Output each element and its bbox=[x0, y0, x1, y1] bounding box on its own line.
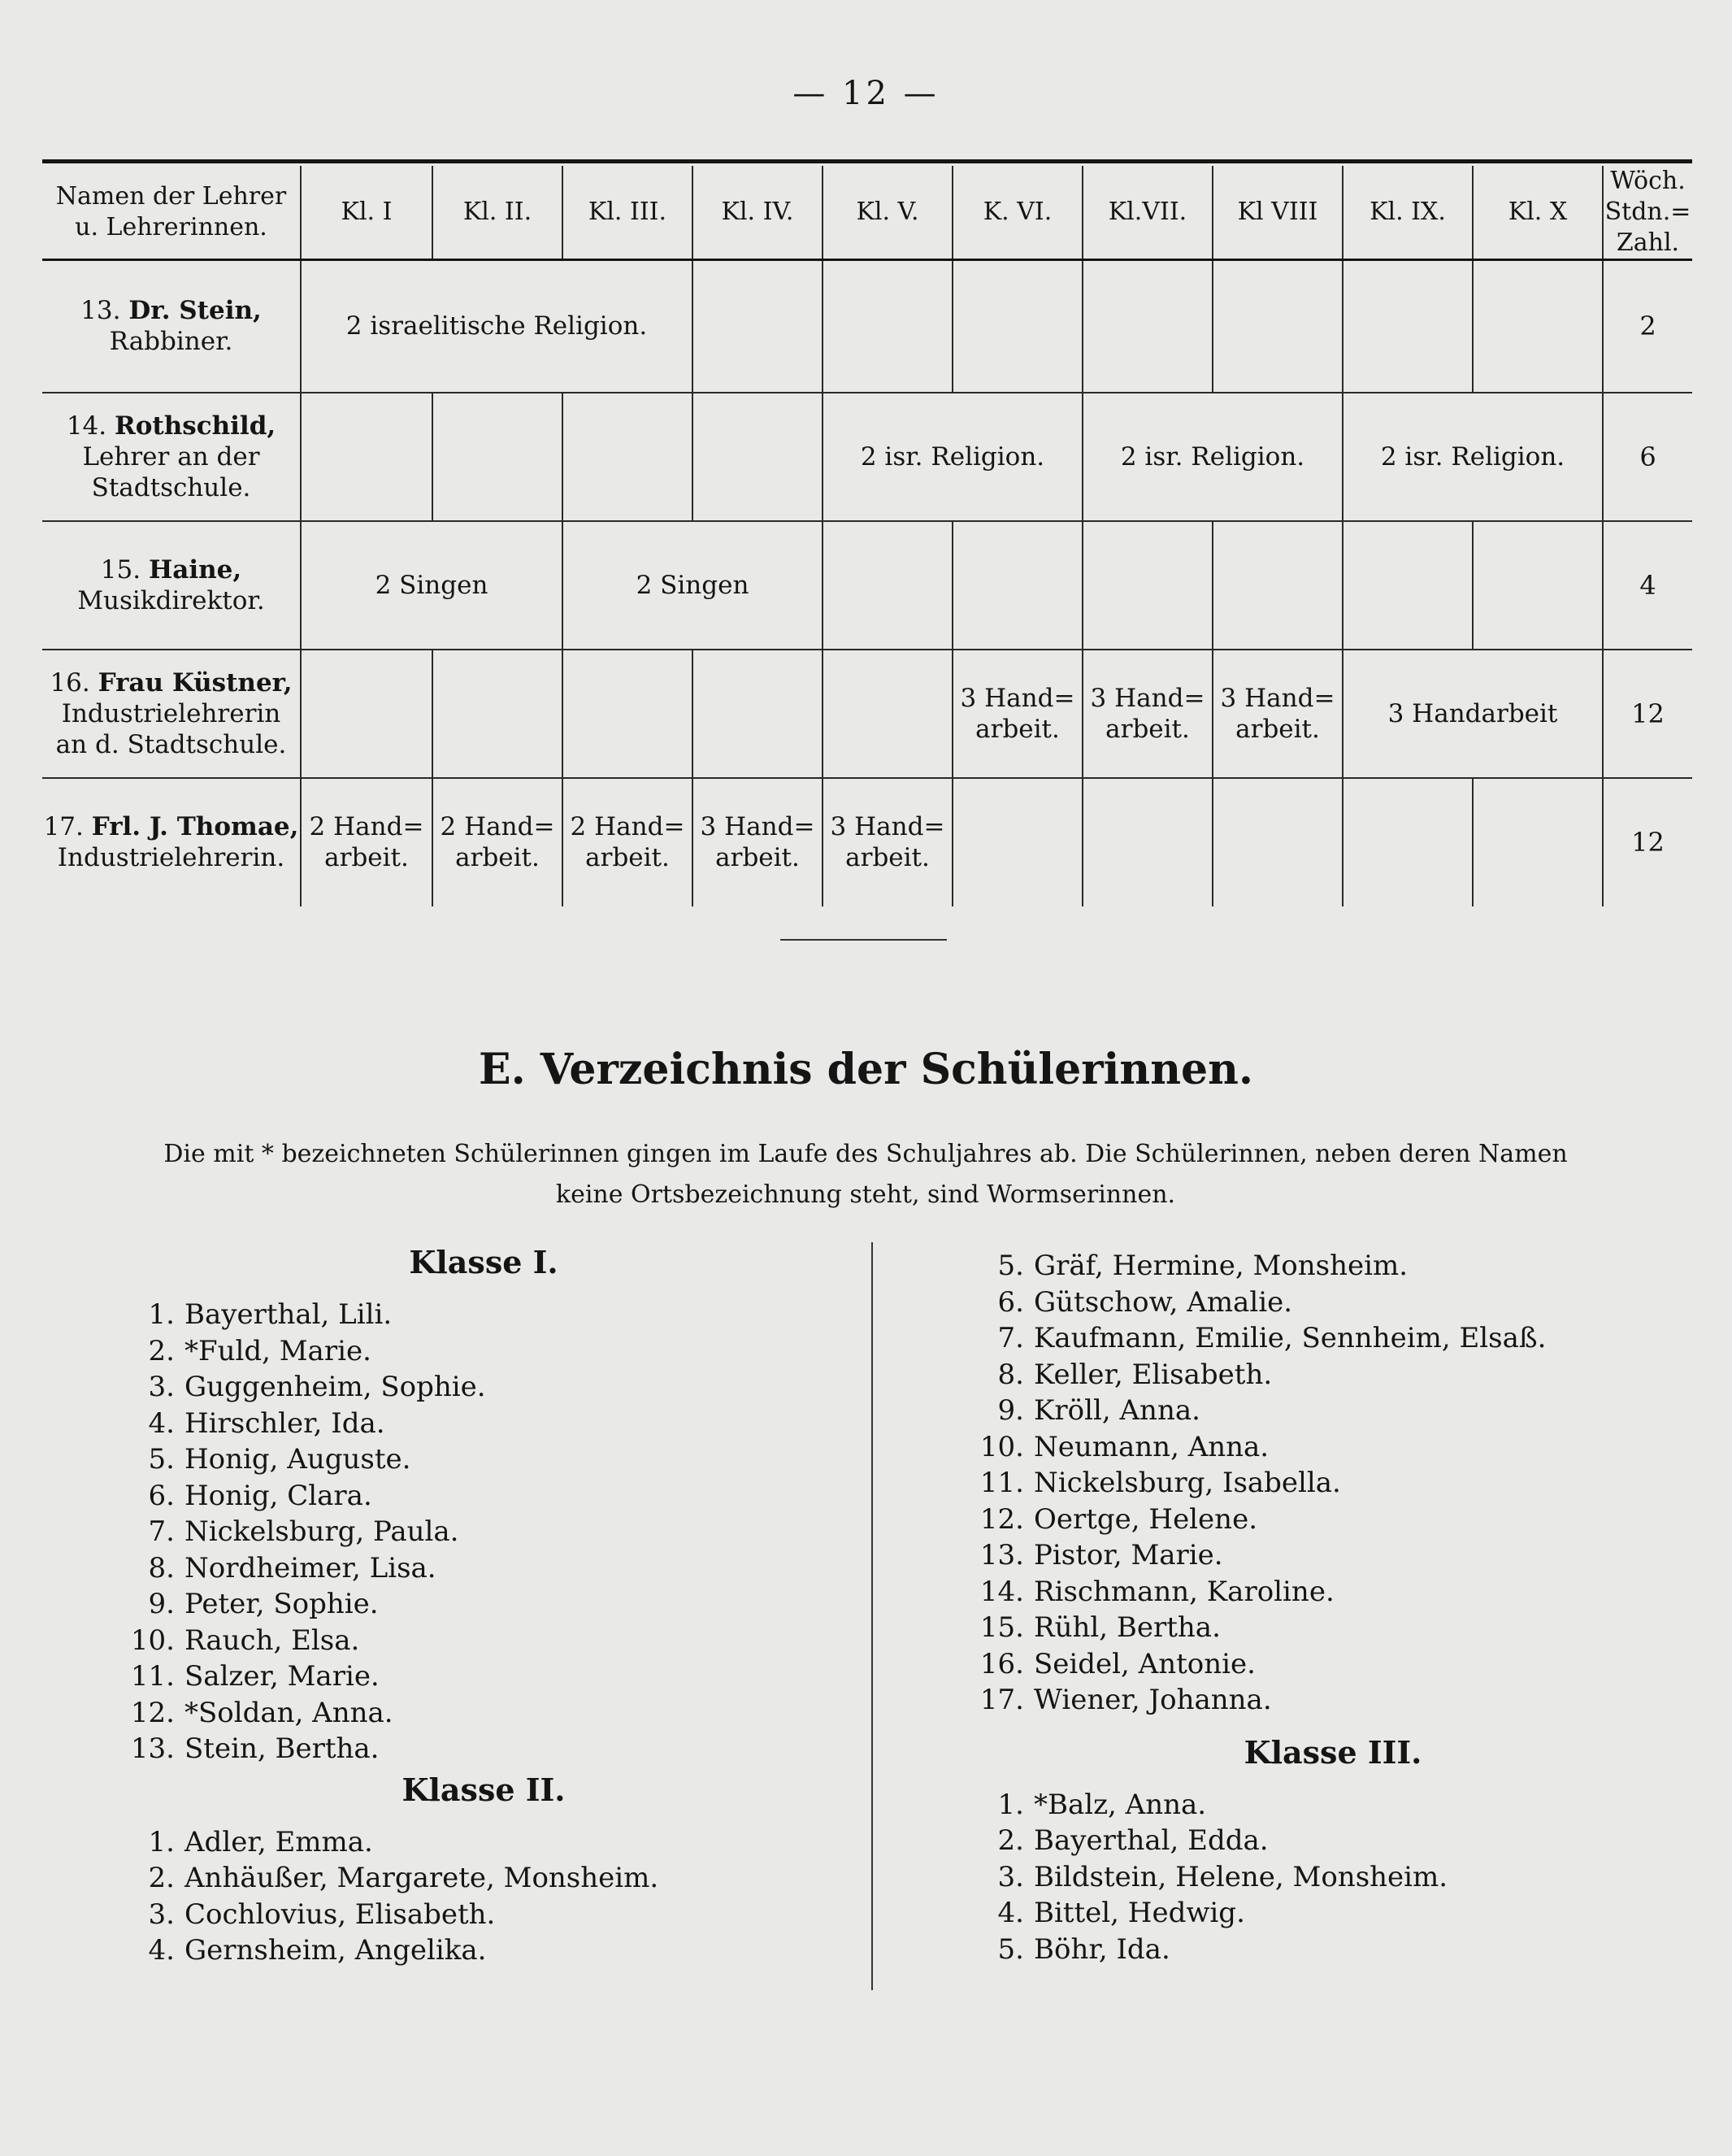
student-name: Adler, Emma. bbox=[184, 1825, 373, 1858]
header-kl-10: Kl. X bbox=[1473, 166, 1603, 260]
teacher-role: Rabbiner. bbox=[109, 327, 233, 357]
teacher-role: Industrielehrerin. bbox=[57, 843, 285, 872]
student-list-klasse-3 bbox=[967, 1787, 1699, 1968]
student-number: 2. bbox=[148, 1862, 175, 1895]
student-name: Anhäußer, Margarete, Monsheim. bbox=[184, 1862, 659, 1895]
list-item bbox=[118, 1478, 849, 1515]
student-name: Cochlovius, Elisabeth. bbox=[184, 1897, 496, 1931]
student-name: Nickelsburg, Paula. bbox=[184, 1515, 459, 1549]
student-number: 11. bbox=[130, 1660, 175, 1693]
student-name: Guggenheim, Sophie. bbox=[184, 1371, 486, 1404]
teacher-role: an d. Stadtschule. bbox=[55, 729, 287, 759]
weekly-hours: 12 bbox=[1603, 650, 1692, 778]
teacher-cell bbox=[42, 260, 301, 393]
header-kl-4: Kl. IV. bbox=[692, 166, 823, 260]
student-number: 5. bbox=[997, 1932, 1024, 1966]
schedule-entry: 3 Hand= arbeit. bbox=[953, 650, 1083, 778]
teacher-cell bbox=[42, 521, 301, 650]
list-item bbox=[118, 1731, 849, 1767]
schedule-entry: 2 isr. Religion. bbox=[823, 393, 1083, 521]
student-name: Keller, Elisabeth. bbox=[1034, 1358, 1273, 1391]
list-item bbox=[967, 1574, 1699, 1610]
student-number: 12. bbox=[130, 1696, 175, 1729]
schedule-entry: 3 Hand= arbeit. bbox=[1083, 650, 1213, 778]
intro-line: keine Ortsbezeichnung steht, sind Wormserinnen. bbox=[555, 1180, 1176, 1209]
student-number: 4. bbox=[997, 1897, 1024, 1930]
student-number: 7. bbox=[148, 1515, 175, 1549]
list-item bbox=[118, 1550, 849, 1587]
table-header-row bbox=[42, 166, 1692, 260]
list-item bbox=[967, 1682, 1699, 1719]
student-number: 9. bbox=[997, 1394, 1024, 1428]
student-name: Bayerthal, Lili. bbox=[184, 1298, 393, 1332]
student-number: 13. bbox=[130, 1732, 175, 1766]
page-number: — 12 — bbox=[792, 75, 940, 112]
header-teachers: Namen der Lehrer u. Lehrerinnen. bbox=[42, 166, 301, 260]
student-name: Seidel, Antonie. bbox=[1034, 1647, 1256, 1680]
student-number: 8. bbox=[997, 1358, 1024, 1391]
student-name: *Fuld, Marie. bbox=[184, 1334, 371, 1367]
header-kl-3: Kl. III. bbox=[562, 166, 692, 260]
student-number: 5. bbox=[997, 1250, 1024, 1283]
teacher-role: Stadtschule. bbox=[91, 472, 251, 502]
student-number: 12. bbox=[979, 1502, 1024, 1536]
teaching-schedule-table bbox=[42, 166, 1692, 906]
student-number: 7. bbox=[997, 1322, 1024, 1355]
student-number: 14. bbox=[979, 1575, 1024, 1608]
schedule-entry: 2 isr. Religion. bbox=[1083, 393, 1343, 521]
student-name: Gernsheim, Angelika. bbox=[184, 1934, 487, 1967]
student-number: 8. bbox=[148, 1551, 175, 1584]
teacher-name: Dr. Stein, bbox=[128, 296, 262, 326]
student-name: Gütschow, Amalie. bbox=[1034, 1285, 1293, 1319]
list-item bbox=[967, 1284, 1699, 1321]
student-name: Pistor, Marie. bbox=[1034, 1539, 1223, 1572]
list-item bbox=[118, 1406, 849, 1442]
student-name: Peter, Sophie. bbox=[184, 1588, 379, 1621]
table-top-rule bbox=[42, 159, 1692, 163]
list-item bbox=[967, 1248, 1699, 1284]
student-number: 6. bbox=[148, 1479, 175, 1512]
table-row bbox=[42, 260, 1692, 393]
schedule-entry: 2 Singen bbox=[562, 521, 823, 650]
student-number: 9. bbox=[148, 1588, 175, 1621]
list-item bbox=[967, 1859, 1699, 1896]
student-name: *Soldan, Anna. bbox=[184, 1696, 393, 1729]
class-heading: Klasse I. bbox=[409, 1244, 558, 1280]
list-item bbox=[967, 1932, 1699, 1968]
student-number: 13. bbox=[979, 1539, 1024, 1572]
student-name: Wiener, Johanna. bbox=[1034, 1684, 1272, 1717]
class-heading: Klasse III. bbox=[1244, 1733, 1422, 1771]
row-number: 17. bbox=[43, 812, 84, 841]
student-name: Gräf, Hermine, Monsheim. bbox=[1034, 1250, 1409, 1283]
list-item bbox=[118, 1586, 849, 1623]
student-number: 6. bbox=[997, 1285, 1024, 1319]
list-item bbox=[118, 1441, 849, 1478]
schedule-entry: 2 Hand= arbeit. bbox=[432, 778, 562, 906]
student-list-klasse-2 bbox=[118, 1824, 849, 1969]
student-list-klasse-2-continued bbox=[967, 1248, 1699, 1719]
intro-line: Die mit * bezeichneten Schülerinnen gingen im Laufe des Schuljahres ab. Die Schülerinnen, neben deren Namen bbox=[163, 1140, 1568, 1168]
student-column-left bbox=[118, 1240, 849, 1969]
row-number: 16. bbox=[50, 667, 90, 698]
teacher-role: Musikdirektor. bbox=[77, 585, 265, 615]
section-divider bbox=[780, 939, 947, 941]
schedule-entry: 2 israelitische Religion. bbox=[301, 260, 692, 393]
student-number: 2. bbox=[148, 1334, 175, 1367]
header-kl-6: K. VI. bbox=[953, 166, 1083, 260]
header-kl-9: Kl. IX. bbox=[1343, 166, 1473, 260]
student-number: 1. bbox=[148, 1825, 175, 1858]
list-item bbox=[967, 1502, 1699, 1538]
student-number: 4. bbox=[148, 1934, 175, 1967]
list-item bbox=[967, 1895, 1699, 1932]
weekly-hours: 6 bbox=[1603, 393, 1692, 521]
header-kl-8: Kl VIII bbox=[1213, 166, 1343, 260]
list-item bbox=[118, 1932, 849, 1969]
student-name: Bildstein, Helene, Monsheim. bbox=[1034, 1860, 1448, 1893]
student-name: Kaufmann, Emilie, Sennheim, Elsaß. bbox=[1034, 1322, 1547, 1355]
header-kl-5: Kl. V. bbox=[823, 166, 953, 260]
student-name: Honig, Auguste. bbox=[184, 1443, 411, 1476]
list-item bbox=[118, 1658, 849, 1695]
list-item bbox=[967, 1429, 1699, 1466]
schedule-entry: 3 Hand= arbeit. bbox=[1213, 650, 1343, 778]
weekly-hours: 12 bbox=[1603, 778, 1692, 906]
student-number: 3. bbox=[148, 1897, 175, 1931]
student-name: Rühl, Bertha. bbox=[1034, 1611, 1221, 1645]
row-number: 14. bbox=[66, 411, 107, 441]
list-item bbox=[118, 1824, 849, 1861]
schedule-entry: 3 Hand= arbeit. bbox=[692, 778, 823, 906]
class-heading: Klasse II. bbox=[402, 1771, 566, 1808]
list-item bbox=[118, 1623, 849, 1659]
schedule-entry: 2 Hand= arbeit. bbox=[301, 778, 432, 906]
list-item bbox=[967, 1465, 1699, 1502]
section-intro bbox=[122, 1134, 1609, 1215]
student-name: Kröll, Anna. bbox=[1034, 1394, 1200, 1428]
student-name: Hirschler, Ida. bbox=[184, 1406, 385, 1440]
student-number: 15. bbox=[979, 1611, 1024, 1645]
student-number: 1. bbox=[997, 1788, 1024, 1821]
student-number: 17. bbox=[979, 1684, 1024, 1717]
list-item bbox=[118, 1860, 849, 1897]
student-number: 1. bbox=[148, 1298, 175, 1332]
student-number: 2. bbox=[997, 1824, 1024, 1858]
list-item bbox=[118, 1897, 849, 1933]
student-column-right bbox=[967, 1248, 1699, 1967]
student-number: 16. bbox=[979, 1647, 1024, 1680]
student-name: Nickelsburg, Isabella. bbox=[1034, 1467, 1341, 1500]
teacher-cell bbox=[42, 650, 301, 778]
student-name: Böhr, Ida. bbox=[1034, 1932, 1170, 1966]
schedule-entry: 3 Handarbeit bbox=[1343, 650, 1603, 778]
teacher-role: Lehrer an der bbox=[82, 441, 260, 472]
list-item bbox=[118, 1695, 849, 1732]
teacher-role: Industrielehrerin bbox=[61, 698, 281, 728]
list-item bbox=[967, 1610, 1699, 1646]
header-kl-2: Kl. II. bbox=[432, 166, 562, 260]
weekly-hours: 2 bbox=[1603, 260, 1692, 393]
table-row bbox=[42, 521, 1692, 650]
list-item bbox=[118, 1514, 849, 1550]
student-name: Salzer, Marie. bbox=[184, 1660, 380, 1693]
column-divider bbox=[871, 1242, 873, 1990]
teacher-cell bbox=[42, 778, 301, 906]
student-name: Nordheimer, Lisa. bbox=[184, 1551, 436, 1584]
student-number: 10. bbox=[130, 1624, 175, 1657]
teacher-cell bbox=[42, 393, 301, 521]
student-number: 3. bbox=[148, 1371, 175, 1404]
student-number: 5. bbox=[148, 1443, 175, 1476]
header-weekly-hours: Wöch. Stdn.= Zahl. bbox=[1603, 166, 1692, 260]
teacher-name: Frl. J. Thomae, bbox=[91, 812, 299, 841]
table-row bbox=[42, 650, 1692, 778]
row-number: 15. bbox=[100, 554, 141, 585]
teacher-name: Haine, bbox=[148, 554, 242, 585]
list-item bbox=[967, 1393, 1699, 1429]
schedule-entry: 2 Hand= arbeit. bbox=[562, 778, 692, 906]
schedule-entry: 2 isr. Religion. bbox=[1343, 393, 1603, 521]
student-number: 11. bbox=[979, 1467, 1024, 1500]
student-name: *Balz, Anna. bbox=[1034, 1788, 1207, 1821]
list-item bbox=[967, 1823, 1699, 1859]
list-item bbox=[967, 1357, 1699, 1393]
student-number: 10. bbox=[979, 1430, 1024, 1463]
header-kl-1: Kl. I bbox=[301, 166, 432, 260]
student-number: 3. bbox=[997, 1860, 1024, 1893]
student-list-klasse-1 bbox=[118, 1297, 849, 1767]
list-item bbox=[967, 1320, 1699, 1357]
list-item bbox=[967, 1787, 1699, 1823]
teacher-name: Rothschild, bbox=[114, 411, 276, 441]
student-name: Rischmann, Karoline. bbox=[1034, 1575, 1335, 1608]
list-item bbox=[118, 1333, 849, 1370]
schedule-entry: 3 Hand= arbeit. bbox=[823, 778, 953, 906]
list-item bbox=[118, 1369, 849, 1406]
schedule-entry: 2 Singen bbox=[301, 521, 562, 650]
student-name: Rauch, Elsa. bbox=[184, 1624, 360, 1657]
list-item bbox=[967, 1537, 1699, 1574]
student-number: 4. bbox=[148, 1406, 175, 1440]
weekly-hours: 4 bbox=[1603, 521, 1692, 650]
student-name: Stein, Bertha. bbox=[184, 1732, 380, 1766]
student-name: Oertge, Helene. bbox=[1034, 1502, 1258, 1536]
table-row bbox=[42, 778, 1692, 906]
list-item bbox=[967, 1646, 1699, 1683]
teacher-name: Frau Küstner, bbox=[98, 667, 293, 698]
header-kl-7: Kl.VII. bbox=[1083, 166, 1213, 260]
list-item bbox=[118, 1297, 849, 1333]
row-number: 13. bbox=[80, 296, 121, 326]
student-name: Honig, Clara. bbox=[184, 1479, 372, 1512]
student-name: Bittel, Hedwig. bbox=[1034, 1897, 1245, 1930]
table-row bbox=[42, 393, 1692, 521]
section-title: E. Verzeichnis der Schülerinnen. bbox=[478, 1045, 1254, 1094]
student-name: Neumann, Anna. bbox=[1034, 1430, 1270, 1463]
student-name: Bayerthal, Edda. bbox=[1034, 1824, 1269, 1858]
